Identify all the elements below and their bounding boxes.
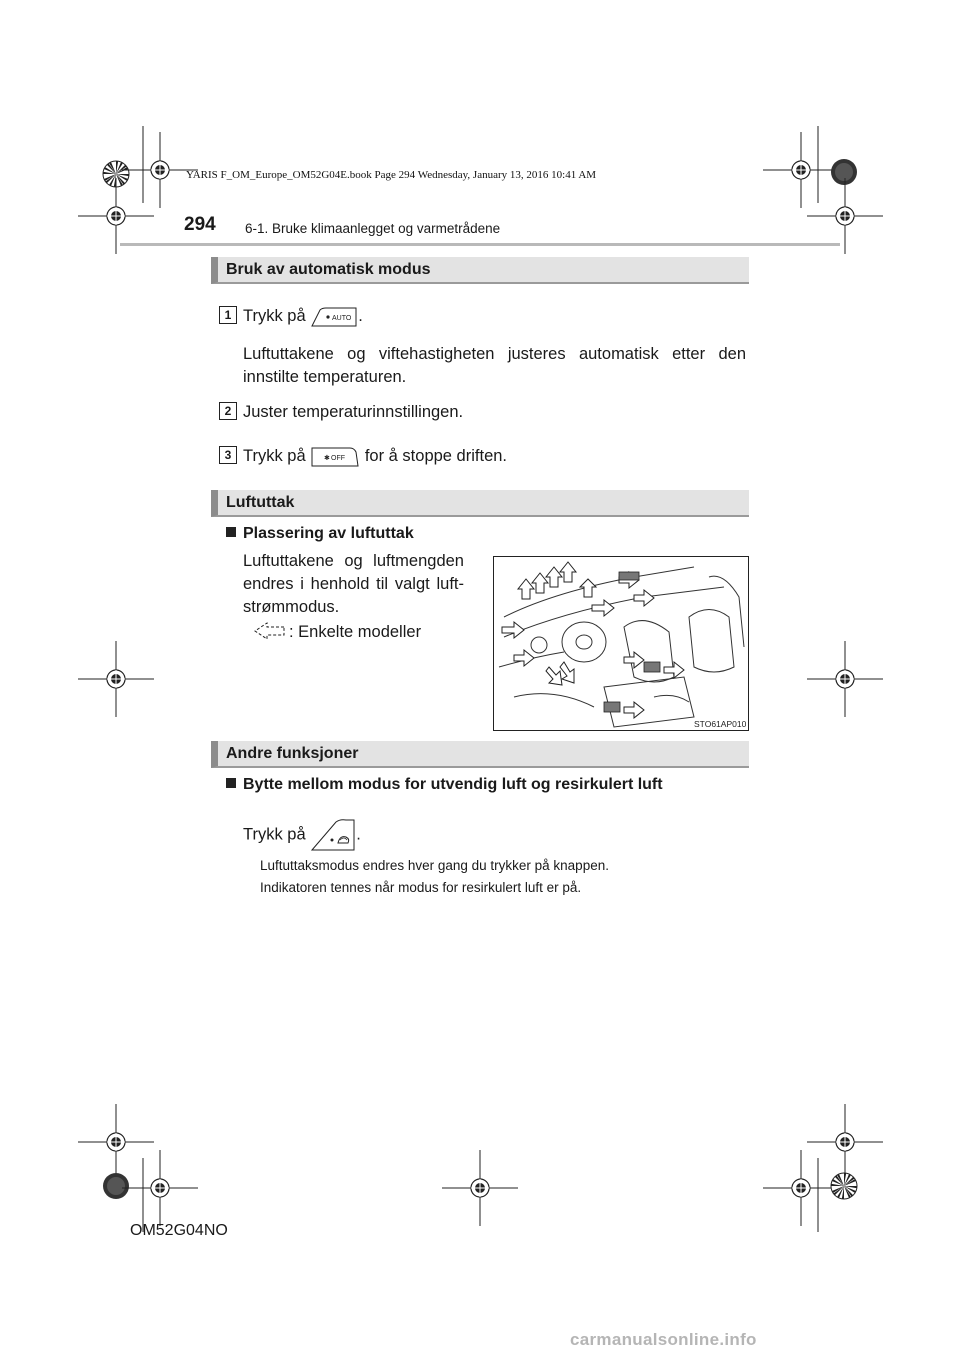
note-line: Indikatoren tennes når modus for resirkulert luft er på.	[260, 880, 582, 895]
section-title: Luftuttak	[226, 494, 295, 511]
step-2-text: Juster temperaturinnstillingen.	[243, 403, 464, 421]
vents-description: Luftuttakene og luftmengden endres i henhold til valgt luft-strømmodus.	[243, 552, 464, 616]
svg-text:✱: ✱	[324, 454, 331, 462]
recirculation-step-text: Trykk på .	[243, 818, 361, 852]
car-interior-figure	[493, 556, 749, 731]
step-number: 1	[219, 306, 237, 324]
page-number: 294	[184, 214, 216, 235]
step-number: 2	[219, 402, 237, 420]
section-title-bar	[211, 257, 749, 284]
square-bullet-icon	[226, 778, 236, 788]
step-number: 3	[219, 446, 237, 464]
section-title-bar	[211, 741, 749, 768]
recirculation-button-icon	[310, 818, 356, 852]
step-3-text: Trykk på ✱ OFF for å stoppe driften.	[243, 445, 507, 468]
print-info: YARIS F_OM_Europe_OM52G04E.book Page 294 Wednesday, January 13, 2016 10:41 AM	[186, 169, 597, 181]
step-1-text: Trykk på AUTO .	[243, 305, 363, 328]
document-code: OM52G04NO	[130, 1222, 228, 1239]
section-title: Bruk av automatisk modus	[226, 261, 431, 278]
subheading: Plassering av luftuttak	[226, 525, 414, 543]
legend-text: : Enkelte modeller	[289, 623, 422, 641]
car-interior-vents-illustration	[494, 557, 749, 731]
auto-button-icon	[310, 306, 358, 328]
header-rule	[120, 243, 840, 246]
off-button-icon	[310, 446, 360, 468]
note-line: Luftuttaksmodus endres hver gang du trykker på knappen.	[260, 858, 609, 873]
section-title-bar	[211, 490, 749, 517]
subheading: Bytte mellom modus for utvendig luft og resirkulert luft	[226, 776, 663, 794]
dashed-arrow-icon	[253, 622, 287, 640]
running-head: 6-1. Bruke klimaanlegget og varmetrådene	[245, 221, 501, 236]
svg-text:AUTO: AUTO	[332, 314, 352, 322]
svg-text:STO61AP010: STO61AP010	[694, 719, 747, 729]
svg-text:OFF: OFF	[331, 454, 346, 462]
watermark: carmanualsonline.info	[570, 1330, 757, 1349]
section-title: Andre funksjoner	[226, 745, 359, 762]
step-1-detail: Luftuttakene og viftehastigheten justeres automatisk etter den innstilte temperaturen.	[243, 345, 746, 386]
square-bullet-icon	[226, 527, 236, 537]
